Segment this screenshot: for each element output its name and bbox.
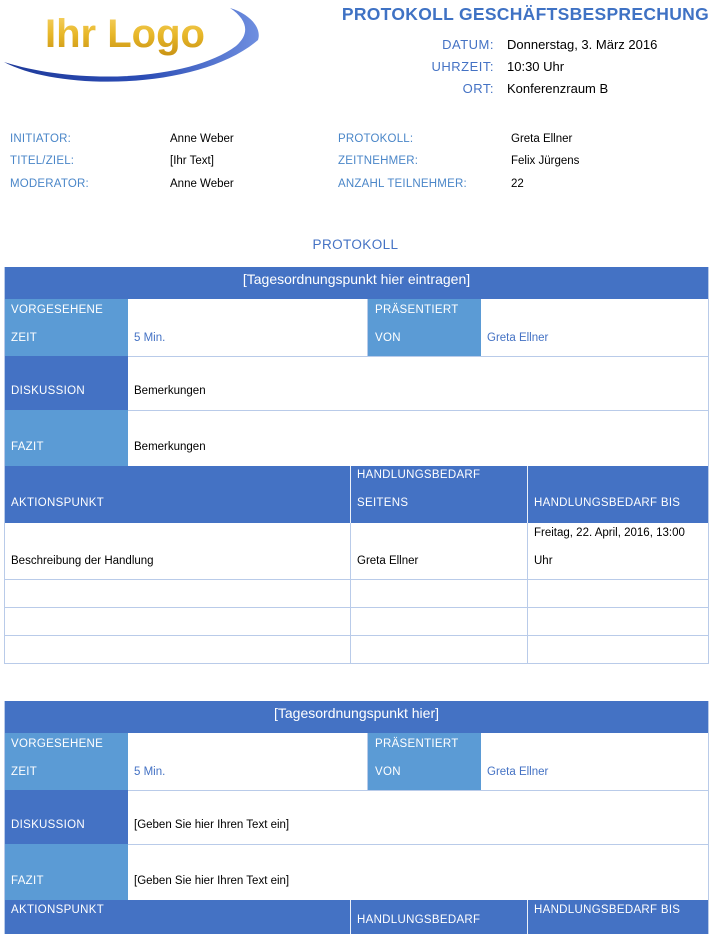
time-row (0, 59, 711, 79)
planned-time-label-1: VORGESEHENE (11, 738, 104, 750)
owner-header-1: HANDLUNGSBEDARF (357, 469, 481, 481)
discussion-value[interactable]: [Geben Sie hier Ihren Text ein] (134, 819, 290, 831)
conclusion-header (5, 844, 128, 900)
owner-header-1: HANDLUNGSBEDARF (357, 914, 481, 926)
discussion-value[interactable]: Bemerkungen (134, 385, 206, 397)
participants-value: 22 (511, 178, 524, 190)
title-label: TITEL/ZIEL: (10, 155, 75, 167)
discussion-label: DISKUSSION (11, 819, 85, 831)
initiator-value: Anne Weber (170, 133, 234, 145)
agenda-block (4, 701, 709, 934)
action-header: AKTIONSPUNKT (11, 904, 105, 916)
place-label: ORT: (462, 81, 494, 96)
action-header: AKTIONSPUNKT (11, 497, 105, 509)
owner-header-2: SEITENS (357, 497, 409, 509)
planned-time-label-2: ZEIT (11, 332, 38, 344)
agenda-topic[interactable]: [Tagesordnungspunkt hier eintragen] (5, 267, 708, 299)
timekeeper-value: Felix Jürgens (511, 155, 580, 167)
initiator-label: INITIATOR: (10, 133, 71, 145)
due-value-line-1[interactable]: Freitag, 22. April, 2016, 13:00 (534, 527, 685, 539)
presenter-label-2: VON (375, 766, 401, 778)
logo-text: Ihr Logo (45, 12, 205, 56)
conclusion-label: FAZIT (11, 875, 44, 887)
action-header-row (5, 466, 708, 523)
moderator-value: Anne Weber (170, 178, 234, 190)
place-row (0, 81, 711, 101)
discussion-header (5, 790, 128, 844)
conclusion-label: FAZIT (11, 441, 44, 453)
action-value[interactable]: Beschreibung der Handlung (11, 555, 154, 567)
time-label: UHRZEIT: (431, 59, 494, 74)
due-header: HANDLUNGSBEDARF BIS (534, 904, 681, 916)
agenda-topic[interactable]: [Tagesordnungspunkt hier] (5, 701, 708, 733)
date-value: Donnerstag, 3. März 2016 (507, 37, 658, 52)
conclusion-header (5, 410, 128, 466)
due-value-line-2[interactable]: Uhr (534, 555, 553, 567)
planned-time-value[interactable]: 5 Min. (134, 332, 166, 344)
due-header: HANDLUNGSBEDARF BIS (534, 497, 681, 509)
planned-time-label-2: ZEIT (11, 766, 38, 778)
presenter-header (368, 299, 481, 356)
presenter-label-1: PRÄSENTIERT (375, 738, 459, 750)
time-value: 10:30 Uhr (507, 59, 565, 74)
agenda-block (4, 267, 709, 664)
date-row (0, 37, 711, 57)
participants-label: ANZAHL TEILNEHMER: (338, 178, 467, 190)
conclusion-value[interactable]: [Geben Sie hier Ihren Text ein] (134, 875, 290, 887)
planned-time-value[interactable]: 5 Min. (134, 766, 166, 778)
presenter-label-1: PRÄSENTIERT (375, 304, 459, 316)
moderator-label: MODERATOR: (10, 178, 89, 190)
timekeeper-label: ZEITNEHMER: (338, 155, 419, 167)
planned-time-header (5, 299, 128, 356)
discussion-label: DISKUSSION (11, 385, 85, 397)
date-label: DATUM: (442, 37, 494, 52)
presenter-header (368, 733, 481, 790)
place-value: Konferenzraum B (507, 81, 609, 96)
presenter-label-2: VON (375, 332, 401, 344)
action-header-row (5, 900, 708, 934)
presenter-value[interactable]: Greta Ellner (487, 766, 549, 778)
title-value: [Ihr Text] (170, 155, 214, 167)
planned-time-label-1: VORGESEHENE (11, 304, 104, 316)
discussion-header (5, 356, 128, 410)
owner-value[interactable]: Greta Ellner (357, 555, 419, 567)
planned-time-header (5, 733, 128, 790)
presenter-value[interactable]: Greta Ellner (487, 332, 549, 344)
conclusion-value[interactable]: Bemerkungen (134, 441, 206, 453)
protocol-label: PROTOKOLL: (338, 133, 414, 145)
section-title: PROTOKOLL (312, 237, 399, 252)
protocol-value: Greta Ellner (511, 133, 573, 145)
document-title: PROTOKOLL GESCHÄFTSBESPRECHUNG (341, 4, 709, 24)
